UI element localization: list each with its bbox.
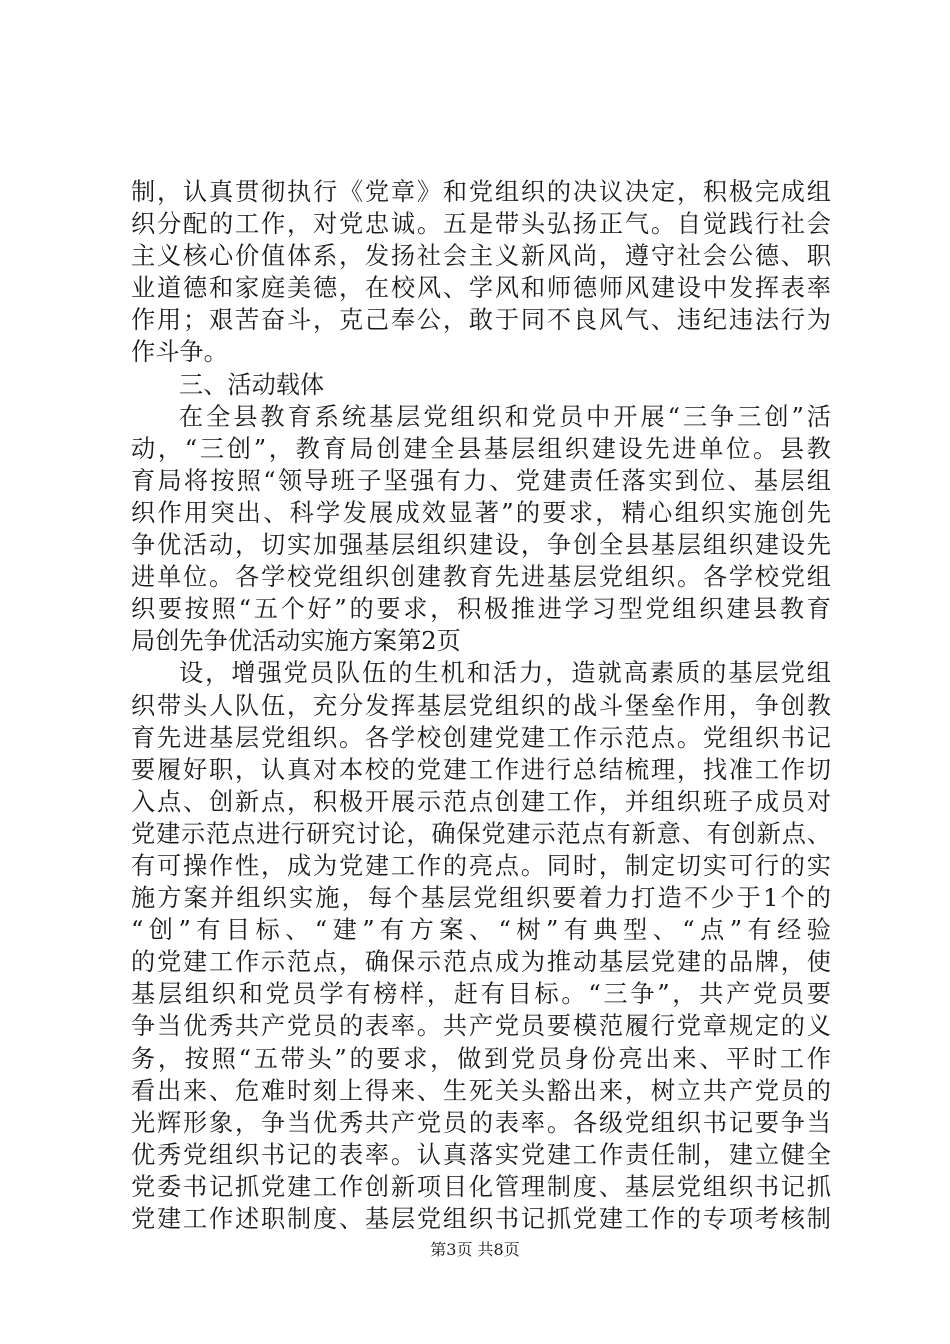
text-line: 织要按照“五个好”的要求，积极推进学习型党组织建县教育 [131,595,831,624]
text-line: 育局将按照“领导班子坚强有力、党建责任落实到位、基层组 [131,466,831,495]
text-line: 党委书记抓党建工作创新项目化管理制度、基层党组织书记抓 [131,1172,831,1201]
page-footer: 第3页 共8页 [430,1240,520,1259]
text-line: 有可操作性，成为党建工作的亮点。同时，制定切实可行的实 [131,851,831,880]
text-line: 动，“三创”，教育局创建全县基层组织建设先进单位。县教 [131,434,831,463]
text-line: 主义核心价值体系，发扬社会主义新风尚，遵守社会公德、职 [131,242,831,271]
text-line: 织带头人队伍，充分发挥基层党组织的战斗堡垒作用，争创教 [131,691,831,720]
text-line: 争当优秀共产党员的表率。共产党员要模范履行党章规定的义 [131,1012,831,1041]
text-line: 光辉形象，争当优秀共产党员的表率。各级党组织书记要争当 [131,1108,831,1137]
text-line: 入点、创新点，积极开展示范点创建工作，并组织班子成员对 [131,787,831,816]
text-line: 施方案并组织实施，每个基层党组织要着力打造不少于1个的 [131,884,831,913]
text-line: 在全县教育系统基层党组织和党员中开展“三争三创”活 [179,402,831,431]
text-line: 业道德和家庭美德，在校风、学风和师德师风建设中发挥表率 [131,274,831,303]
text-line: 作斗争。 [131,338,228,367]
text-line: 争优活动，切实加强基层组织建设，争创全县基层组织建设先 [131,531,831,560]
text-line: “创”有目标、“建”有方案、“树”有典型、“点”有经验 [131,916,831,945]
text-line: 局创先争优活动实施方案第2页 [131,627,461,656]
text-line: 进单位。各学校党组织创建教育先进基层党组织。各学校党组 [131,563,831,592]
text-line: 党建示范点进行研究讨论，确保党建示范点有新意、有创新点、 [131,819,831,848]
text-line: 要履好职，认真对本校的党建工作进行总结梳理，找准工作切 [131,755,831,784]
text-line: 优秀党组织书记的表率。认真落实党建工作责任制，建立健全 [131,1140,831,1169]
document-body [131,176,831,1235]
text-line: 基层组织和党员学有榜样，赶有目标。“三争”，共产党员要 [131,980,831,1009]
text-line: 育先进基层党组织。各学校创建党建工作示范点。党组织书记 [131,723,831,752]
section-heading: 三、活动载体 [179,370,325,399]
text-line: 制，认真贯彻执行《党章》和党组织的决议决定，积极完成组 [131,178,831,206]
text-line: 务，按照“五带头”的要求，做到党员身份亮出来、平时工作 [131,1044,831,1073]
text-line: 的党建工作示范点，确保示范点成为推动基层党建的品牌，使 [131,948,831,977]
text-line: 作用；艰苦奋斗，克己奉公，敢于同不良风气、违纪违法行为 [131,306,831,335]
text-line: 织分配的工作，对党忠诚。五是带头弘扬正气。自觉践行社会 [131,210,831,239]
text-line: 设，增强党员队伍的生机和活力，造就高素质的基层党组 [179,659,831,688]
text-line: 看出来、危难时刻上得来、生死关头豁出来，树立共产党员的 [131,1076,831,1105]
text-line: 织作用突出、科学发展成效显著”的要求，精心组织实施创先 [131,498,831,527]
text-line: 党建工作述职制度、基层党组织书记抓党建工作的专项考核制 [131,1205,831,1233]
